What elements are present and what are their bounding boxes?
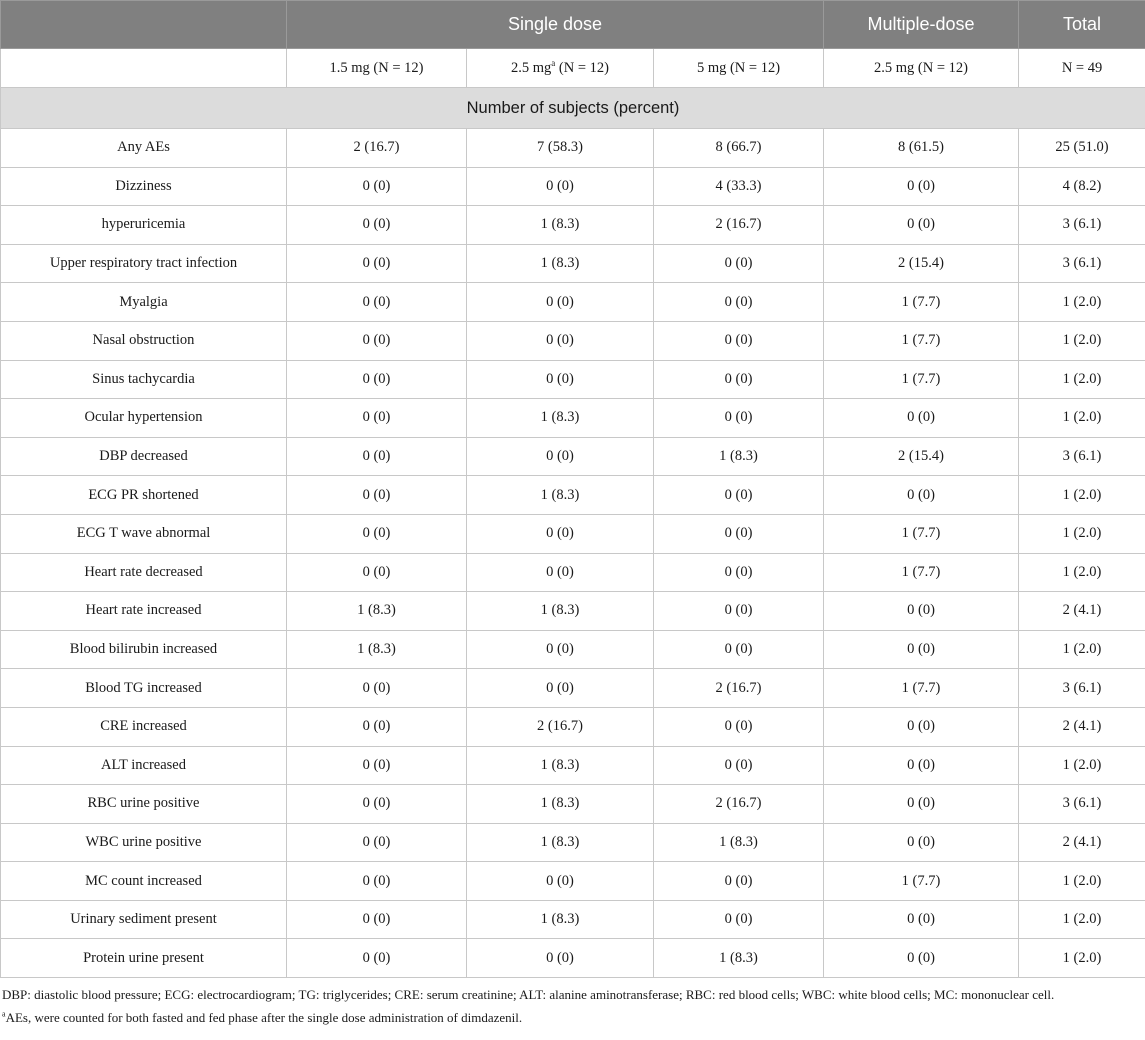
group-header-row bbox=[1, 1, 1145, 49]
table-cell: 3 (6.1) bbox=[1019, 437, 1145, 476]
table-body bbox=[1, 88, 1145, 978]
table-cell: 0 (0) bbox=[287, 939, 467, 978]
table-cell: 2 (4.1) bbox=[1019, 592, 1145, 631]
multiple-dose-header: Multiple-dose bbox=[824, 1, 1019, 49]
single-dose-header: Single dose bbox=[287, 1, 824, 49]
table-row bbox=[1, 900, 1145, 939]
table-cell: 2 (4.1) bbox=[1019, 823, 1145, 862]
table-cell: 0 (0) bbox=[824, 167, 1019, 206]
table-cell: 0 (0) bbox=[654, 514, 824, 553]
table-cell: 0 (0) bbox=[824, 823, 1019, 862]
adverse-event-label: RBC urine positive bbox=[1, 785, 287, 824]
table-cell: 0 (0) bbox=[654, 283, 824, 322]
adverse-event-label: WBC urine positive bbox=[1, 823, 287, 862]
table-cell: 1 (7.7) bbox=[824, 321, 1019, 360]
table-cell: 1 (8.3) bbox=[467, 785, 654, 824]
table-cell: 0 (0) bbox=[287, 862, 467, 901]
table-cell: 0 (0) bbox=[654, 321, 824, 360]
table-cell: 0 (0) bbox=[654, 862, 824, 901]
adverse-event-label: Ocular hypertension bbox=[1, 399, 287, 438]
table-cell: 0 (0) bbox=[824, 900, 1019, 939]
table-cell: 0 (0) bbox=[824, 707, 1019, 746]
table-cell: 0 (0) bbox=[654, 746, 824, 785]
header-empty-cell bbox=[1, 1, 287, 49]
dose-2-5mg-multiple-header: 2.5 mg (N = 12) bbox=[824, 49, 1019, 88]
table-cell: 2 (4.1) bbox=[1019, 707, 1145, 746]
table-cell: 0 (0) bbox=[287, 167, 467, 206]
table-cell: 0 (0) bbox=[467, 862, 654, 901]
table-row bbox=[1, 437, 1145, 476]
table-cell: 0 (0) bbox=[287, 360, 467, 399]
table-cell: 0 (0) bbox=[467, 553, 654, 592]
table-cell: 3 (6.1) bbox=[1019, 669, 1145, 708]
table-cell: 0 (0) bbox=[287, 514, 467, 553]
dose-empty-cell bbox=[1, 49, 287, 88]
adverse-event-label: MC count increased bbox=[1, 862, 287, 901]
table-cell: 1 (7.7) bbox=[824, 514, 1019, 553]
table-cell: 0 (0) bbox=[654, 399, 824, 438]
table-cell: 0 (0) bbox=[287, 283, 467, 322]
table-cell: 0 (0) bbox=[287, 553, 467, 592]
table-cell: 1 (8.3) bbox=[467, 823, 654, 862]
table-cell: 0 (0) bbox=[654, 476, 824, 515]
table-row bbox=[1, 476, 1145, 515]
table-cell: 0 (0) bbox=[824, 630, 1019, 669]
table-cell: 0 (0) bbox=[467, 669, 654, 708]
table-row bbox=[1, 514, 1145, 553]
table-cell: 1 (8.3) bbox=[287, 630, 467, 669]
dose-header-row bbox=[1, 49, 1145, 88]
table-cell: 0 (0) bbox=[654, 707, 824, 746]
table-cell: 3 (6.1) bbox=[1019, 785, 1145, 824]
adverse-event-label: Myalgia bbox=[1, 283, 287, 322]
table-cell: 0 (0) bbox=[287, 785, 467, 824]
table-cell: 1 (2.0) bbox=[1019, 862, 1145, 901]
table-row bbox=[1, 244, 1145, 283]
table-cell: 1 (8.3) bbox=[467, 746, 654, 785]
table-row bbox=[1, 630, 1145, 669]
table-cell: 0 (0) bbox=[654, 630, 824, 669]
footnote-a-marker: a bbox=[551, 57, 556, 68]
table-cell: 4 (8.2) bbox=[1019, 167, 1145, 206]
table-cell: 1 (2.0) bbox=[1019, 553, 1145, 592]
table-cell: 4 (33.3) bbox=[654, 167, 824, 206]
total-header: Total bbox=[1019, 1, 1145, 49]
adverse-event-label: Blood bilirubin increased bbox=[1, 630, 287, 669]
table-cell: 1 (8.3) bbox=[467, 900, 654, 939]
dose-1-5mg-header: 1.5 mg (N = 12) bbox=[287, 49, 467, 88]
table-row bbox=[1, 823, 1145, 862]
table-cell: 1 (8.3) bbox=[287, 592, 467, 631]
table-cell: 0 (0) bbox=[287, 206, 467, 245]
table-cell: 2 (16.7) bbox=[287, 129, 467, 168]
table-cell: 1 (8.3) bbox=[467, 206, 654, 245]
table-cell: 2 (16.7) bbox=[467, 707, 654, 746]
table-cell: 1 (7.7) bbox=[824, 553, 1019, 592]
table-cell: 0 (0) bbox=[824, 939, 1019, 978]
table-cell: 1 (8.3) bbox=[654, 823, 824, 862]
table-row bbox=[1, 399, 1145, 438]
abbreviations-note: DBP: diastolic blood pressure; ECG: electrocardiogram; TG: triglycerides; CRE: serum creatinine; ALT: alanine aminotransferase; RBC: red blood cells; WBC: white blood cells; MC: mononuclear cell. bbox=[2, 987, 1055, 1003]
table-cell: 1 (8.3) bbox=[654, 437, 824, 476]
table-cell: 0 (0) bbox=[287, 399, 467, 438]
table-cell: 0 (0) bbox=[287, 321, 467, 360]
table-cell: 1 (8.3) bbox=[467, 244, 654, 283]
table-cell: 2 (15.4) bbox=[824, 437, 1019, 476]
table-cell: 1 (7.7) bbox=[824, 283, 1019, 322]
adverse-event-label: hyperuricemia bbox=[1, 206, 287, 245]
table-cell: 0 (0) bbox=[654, 244, 824, 283]
section-title: Number of subjects (percent) bbox=[1, 88, 1145, 129]
table-cell: 8 (66.7) bbox=[654, 129, 824, 168]
table-cell: 2 (16.7) bbox=[654, 785, 824, 824]
dose-2-5mg-text: 2.5 mg bbox=[511, 59, 552, 76]
table-cell: 0 (0) bbox=[654, 592, 824, 631]
table-cell: 2 (16.7) bbox=[654, 206, 824, 245]
adverse-event-label: Heart rate increased bbox=[1, 592, 287, 631]
table-cell: 1 (2.0) bbox=[1019, 283, 1145, 322]
table-row bbox=[1, 939, 1145, 978]
table-row bbox=[1, 592, 1145, 631]
table-cell: 0 (0) bbox=[287, 823, 467, 862]
table-cell: 0 (0) bbox=[287, 900, 467, 939]
adverse-event-label: Protein urine present bbox=[1, 939, 287, 978]
table-cell: 0 (0) bbox=[467, 167, 654, 206]
table-cell: 1 (8.3) bbox=[467, 592, 654, 631]
table-cell: 2 (16.7) bbox=[654, 669, 824, 708]
adverse-event-label: Nasal obstruction bbox=[1, 321, 287, 360]
table-cell: 0 (0) bbox=[287, 669, 467, 708]
dose-5mg-header: 5 mg (N = 12) bbox=[654, 49, 824, 88]
adverse-event-label: ECG PR shortened bbox=[1, 476, 287, 515]
table-cell: 1 (7.7) bbox=[824, 862, 1019, 901]
adverse-event-label: Upper respiratory tract infection bbox=[1, 244, 287, 283]
table-cell: 8 (61.5) bbox=[824, 129, 1019, 168]
table-cell: 0 (0) bbox=[824, 399, 1019, 438]
table-cell: 0 (0) bbox=[824, 476, 1019, 515]
adverse-event-label: Any AEs bbox=[1, 129, 287, 168]
adverse-event-label: CRE increased bbox=[1, 707, 287, 746]
table-cell: 0 (0) bbox=[287, 476, 467, 515]
table-cell: 3 (6.1) bbox=[1019, 244, 1145, 283]
table-cell: 3 (6.1) bbox=[1019, 206, 1145, 245]
table-cell: 1 (8.3) bbox=[654, 939, 824, 978]
dose-2-5mg-n: (N = 12) bbox=[555, 59, 609, 76]
table-cell: 1 (2.0) bbox=[1019, 514, 1145, 553]
table-cell: 0 (0) bbox=[467, 514, 654, 553]
table-cell: 1 (7.7) bbox=[824, 669, 1019, 708]
adverse-event-label: ECG T wave abnormal bbox=[1, 514, 287, 553]
adverse-event-label: ALT increased bbox=[1, 746, 287, 785]
table-cell: 1 (2.0) bbox=[1019, 630, 1145, 669]
table-row bbox=[1, 785, 1145, 824]
table-cell: 1 (8.3) bbox=[467, 476, 654, 515]
table-row bbox=[1, 746, 1145, 785]
table-row bbox=[1, 283, 1145, 322]
adverse-event-label: Urinary sediment present bbox=[1, 900, 287, 939]
table-cell: 1 (2.0) bbox=[1019, 321, 1145, 360]
table-cell: 7 (58.3) bbox=[467, 129, 654, 168]
footnote-a-text: AEs, were counted for both fasted and fed phase after the single dose administration of dimdazenil. bbox=[5, 1010, 523, 1026]
section-header-row bbox=[1, 88, 1145, 129]
table-cell: 1 (2.0) bbox=[1019, 399, 1145, 438]
table-row bbox=[1, 669, 1145, 708]
adverse-event-label: Heart rate decreased bbox=[1, 553, 287, 592]
footnote-a-mark: a bbox=[2, 1009, 6, 1019]
table-cell: 2 (15.4) bbox=[824, 244, 1019, 283]
table-cell: 1 (2.0) bbox=[1019, 476, 1145, 515]
table-row bbox=[1, 167, 1145, 206]
table-cell: 1 (2.0) bbox=[1019, 939, 1145, 978]
table-cell: 0 (0) bbox=[467, 630, 654, 669]
table-cell: 0 (0) bbox=[287, 746, 467, 785]
table-row bbox=[1, 862, 1145, 901]
table-footnotes bbox=[0, 978, 1145, 1026]
table-cell: 0 (0) bbox=[824, 785, 1019, 824]
table-cell: 0 (0) bbox=[654, 553, 824, 592]
dose-2-5mg-single-header bbox=[467, 49, 654, 88]
table-cell: 0 (0) bbox=[467, 283, 654, 322]
table-row bbox=[1, 360, 1145, 399]
table-cell: 0 (0) bbox=[824, 592, 1019, 631]
table-cell: 25 (51.0) bbox=[1019, 129, 1145, 168]
table-row bbox=[1, 129, 1145, 168]
table-cell: 0 (0) bbox=[287, 437, 467, 476]
table-cell: 0 (0) bbox=[654, 900, 824, 939]
adverse-event-label: Sinus tachycardia bbox=[1, 360, 287, 399]
table-row bbox=[1, 553, 1145, 592]
table-cell: 0 (0) bbox=[654, 360, 824, 399]
table-cell: 1 (8.3) bbox=[467, 399, 654, 438]
table-cell: 0 (0) bbox=[467, 437, 654, 476]
table-cell: 1 (2.0) bbox=[1019, 900, 1145, 939]
adverse-event-label: Dizziness bbox=[1, 167, 287, 206]
table-cell: 0 (0) bbox=[467, 321, 654, 360]
table-cell: 0 (0) bbox=[467, 939, 654, 978]
table-cell: 1 (7.7) bbox=[824, 360, 1019, 399]
adverse-event-label: DBP decreased bbox=[1, 437, 287, 476]
table-cell: 0 (0) bbox=[287, 244, 467, 283]
adverse-event-label: Blood TG increased bbox=[1, 669, 287, 708]
table-row bbox=[1, 321, 1145, 360]
table-cell: 0 (0) bbox=[287, 707, 467, 746]
table-cell: 1 (2.0) bbox=[1019, 746, 1145, 785]
table-cell: 1 (2.0) bbox=[1019, 360, 1145, 399]
table-cell: 0 (0) bbox=[824, 746, 1019, 785]
footnote-a bbox=[2, 1009, 1145, 1026]
table-row bbox=[1, 707, 1145, 746]
total-n-header: N = 49 bbox=[1019, 49, 1145, 88]
table-cell: 0 (0) bbox=[467, 360, 654, 399]
table-row bbox=[1, 206, 1145, 245]
table-cell: 0 (0) bbox=[824, 206, 1019, 245]
